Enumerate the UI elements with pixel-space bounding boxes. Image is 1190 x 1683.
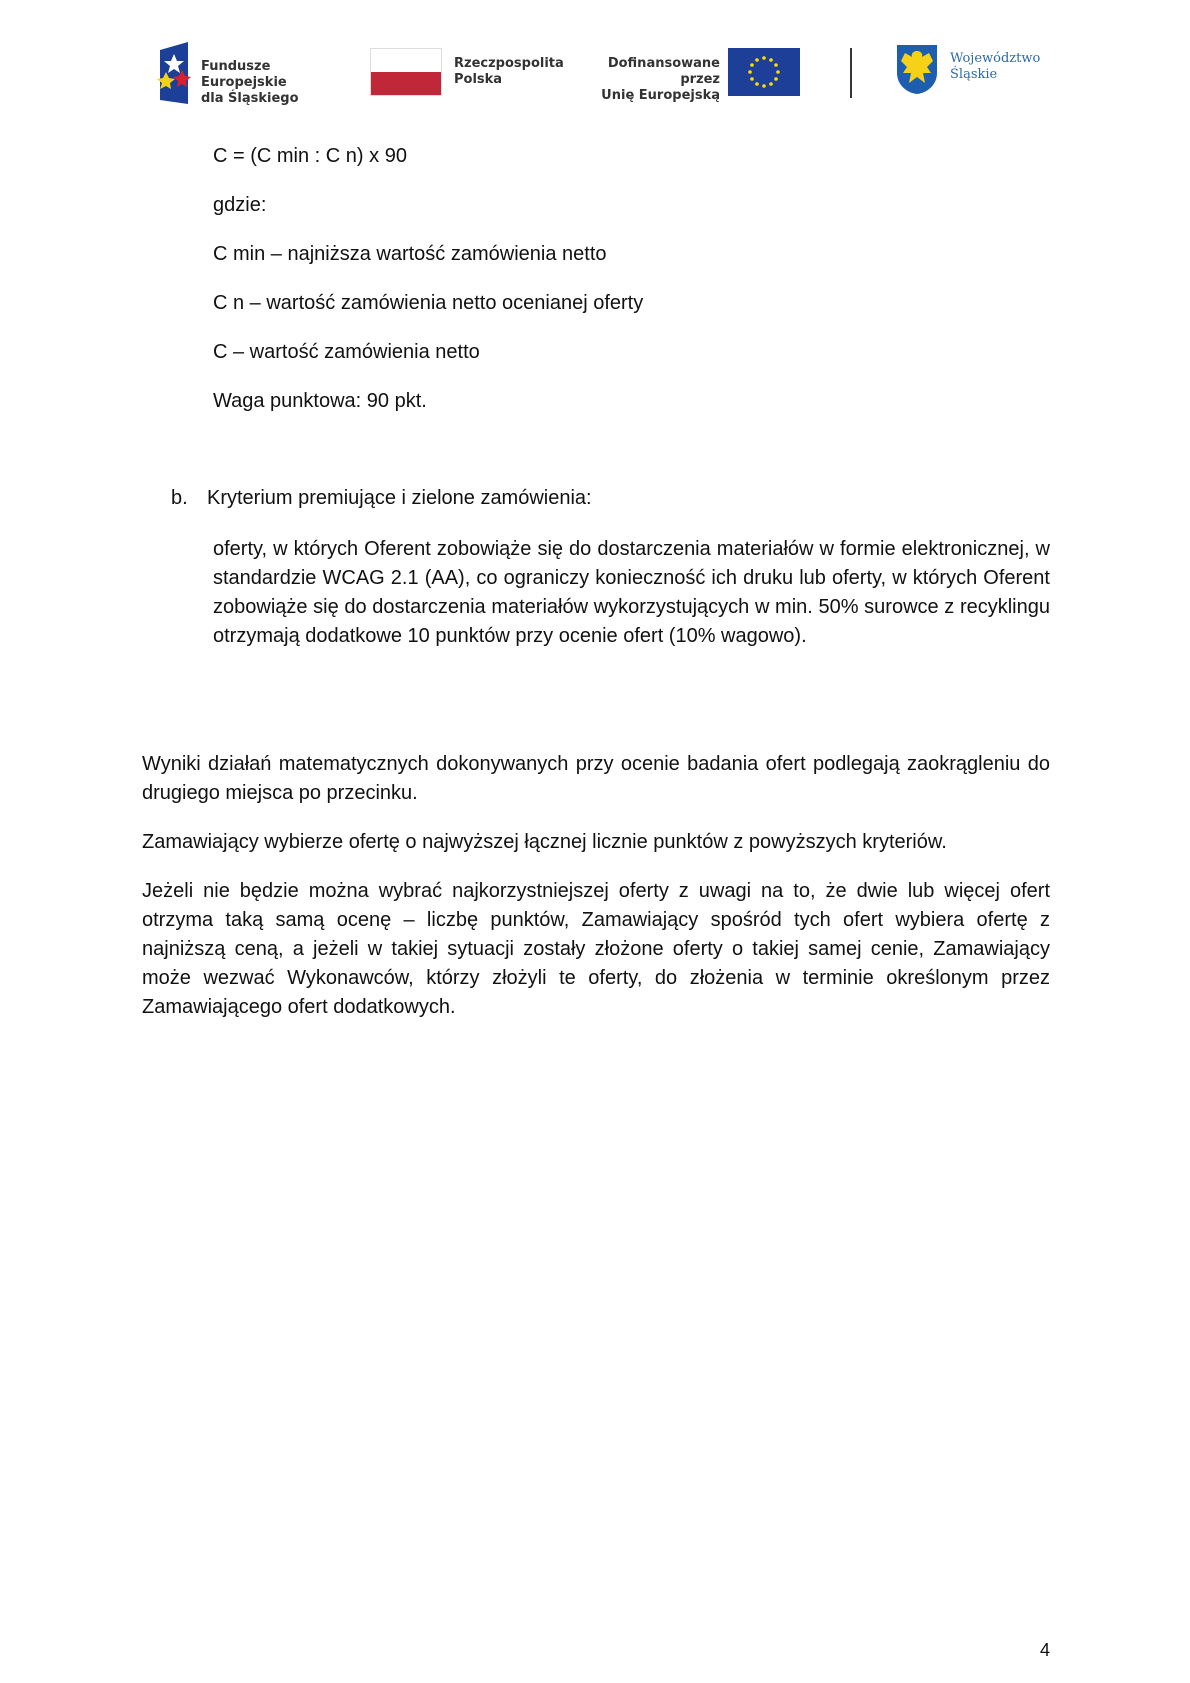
logo-line-2: dla Śląskiego — [201, 91, 299, 106]
logo-line-1: Rzeczpospolita — [454, 56, 564, 71]
logo-divider — [850, 48, 852, 98]
definition-c-n: C n – wartość zamówienia netto ocenianej oferty — [213, 292, 644, 314]
fundusze-europejskie-mark-icon — [156, 42, 192, 104]
eu-flag-icon — [728, 48, 800, 96]
fundusze-europejskie-logo — [156, 42, 336, 106]
price-formula: C = (C min : C n) x 90 — [213, 145, 407, 167]
logo-line-2: Polska — [454, 72, 503, 87]
page-number: 4 — [1040, 1640, 1051, 1660]
polish-flag-icon — [370, 48, 442, 96]
definition-c-min: C min – najniższa wartość zamówienia netto — [213, 243, 607, 265]
rounding-paragraph: Wyniki działań matematycznych dokonywanych przy ocenie badania ofert podlegają zaokrągleniu do drugiego miejsca po przecinku. — [142, 753, 1050, 804]
logo-line-1: Województwo — [950, 51, 1041, 66]
tie-break-paragraph: Jeżeli nie będzie można wybrać najkorzystniejszej oferty z uwagi na to, że dwie lub więcej ofert otrzyma taką samą ocenę – liczbę punktów, Zamawiający spośród tych ofert wybiera ofertę z najniższą ceną, a jeżeli w takiej sytuacji zostały złożone oferty o takiej samej cenie, Zamawiający może wezwać Wykonawców, którzy złożyli te oferty, do złożenia w terminie określonym przez Zamawiającego ofert dodatkowych. — [142, 880, 1050, 1018]
point-weight: Waga punktowa: 90 pkt. — [213, 390, 427, 412]
formula-where-label: gdzie: — [213, 194, 267, 216]
list-marker-b: b. — [171, 487, 188, 509]
criterion-b-title: Kryterium premiujące i zielone zamówienia: — [207, 487, 592, 509]
rzeczpospolita-polska-logo — [370, 48, 564, 98]
logo-line-1: Fundusze Europejskie — [201, 59, 287, 90]
eu-cofunding-logo — [580, 48, 810, 103]
silesian-eagle-shield-icon — [895, 43, 939, 95]
definition-c: C – wartość zamówienia netto — [213, 341, 480, 363]
wojewodztwo-slaskie-logo — [895, 43, 1055, 103]
logo-line-2: Unię Europejską — [601, 88, 720, 103]
logo-line-2: Śląskie — [950, 67, 998, 82]
funding-logos-header — [150, 38, 1050, 108]
logo-line-1: Dofinansowane przez — [607, 56, 720, 87]
selection-paragraph: Zamawiający wybierze ofertę o najwyższej łącznej licznie punktów z powyższych kryteriów. — [142, 831, 947, 853]
criterion-b-body: oferty, w których Oferent zobowiąże się do dostarczenia materiałów w formie elektronicznej, w standardzie WCAG 2.1 (AA), co ograniczy konieczność ich druku lub oferty, w których Oferent zobowiąże się do dostarczenia materiałów wykorzystujących w min. 50% surowce z recyklingu otrzymają dodatkowe 10 punktów przy ocenie ofert (10% wagowo). — [213, 538, 1050, 647]
